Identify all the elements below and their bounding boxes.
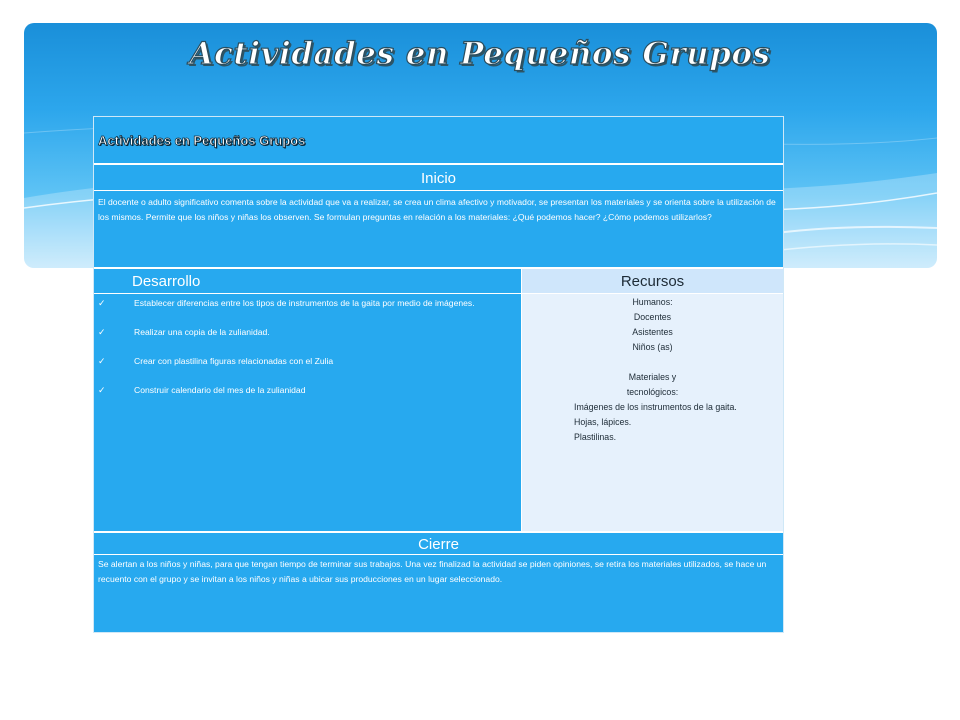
list-item: Imágenes de los instrumentos de la gaita.	[574, 402, 737, 412]
list-item: Plastilinas.	[574, 432, 617, 442]
recursos-list	[522, 294, 783, 531]
list-item	[98, 325, 521, 340]
list-item	[98, 354, 521, 369]
desarrollo-list	[94, 294, 522, 531]
list-item-text: Establecer diferencias entre los tipos de instrumentos de la gaita por medio de imágenes.	[134, 298, 475, 308]
activities-table	[94, 117, 783, 632]
list-item: Niños (as)	[632, 342, 673, 352]
inicio-text: El docente o adulto significativo comenta sobre la actividad que va a realizar, se crea un clima afectivo y motivador, se presentan los materiales y se orienta sobre la utilización de los mismos. Permite que los niños y niñas los observen. Se formulan preguntas en relación a los materiales: ¿Qué podemos hacer? ¿Cómo podemos utilizarlos?	[94, 193, 783, 269]
list-item	[98, 296, 521, 311]
recursos-header: Recursos	[522, 269, 783, 294]
list-item-text: Construir calendario del mes de la zulianidad	[134, 385, 306, 395]
slide-title: Actividades en Pequeños Grupos	[189, 36, 771, 72]
list-item: Hojas, lápices.	[574, 417, 632, 427]
list-item	[98, 383, 521, 398]
list-item: Asistentes	[632, 327, 673, 337]
table-title: Actividades en Pequeños Grupos	[94, 117, 783, 165]
list-item-text: Crear con plastilina figuras relacionadas con el Zulia	[134, 356, 334, 366]
list-item: Docentes	[633, 312, 672, 322]
checkmark-icon: ✓	[98, 356, 106, 366]
list-item-text: Realizar una copia de la zulianidad.	[134, 327, 270, 337]
checkmark-icon: ✓	[98, 298, 106, 308]
inicio-header: Inicio	[94, 167, 783, 191]
checkmark-icon: ✓	[98, 385, 106, 395]
materiales-label: Materiales y	[628, 372, 677, 382]
cierre-header: Cierre	[94, 531, 783, 555]
desarrollo-header: Desarrollo	[94, 269, 522, 294]
materiales-label-2: tecnológicos:	[626, 387, 679, 397]
checkmark-icon: ✓	[98, 327, 106, 337]
humanos-label: Humanos:	[632, 297, 673, 307]
cierre-text: Se alertan a los niños y niñas, para que tengan tiempo de terminar sus trabajos. Una vez finalizad la actividad se piden opiniones, se retira los materiales utilizados, se hace un recuento con el grupo y se invitan a los niños y niñas a ubicar sus producciones en un lugar seleccionado.	[98, 559, 767, 584]
